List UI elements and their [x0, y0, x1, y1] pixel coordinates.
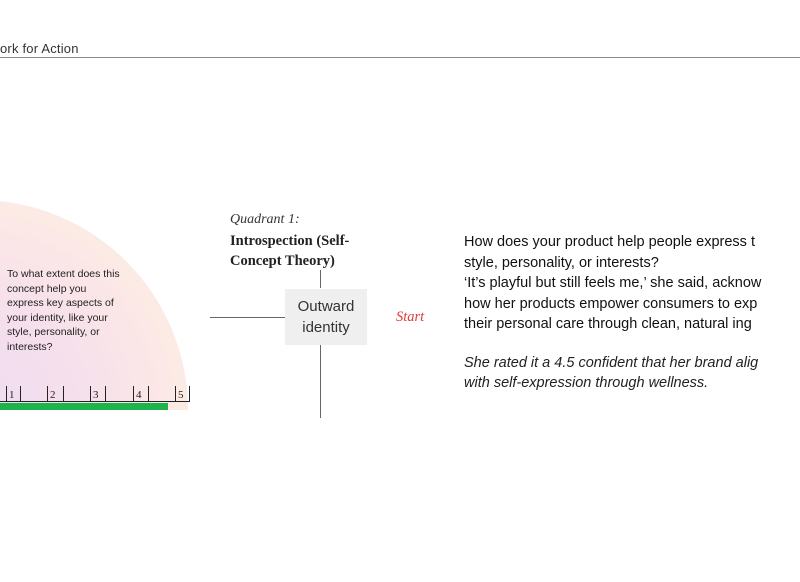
header-divider — [0, 57, 800, 58]
scale-tick — [189, 386, 190, 402]
rating-line: with self-expression through wellness. — [464, 375, 709, 391]
scale-tick — [90, 386, 91, 402]
scale-tick — [63, 386, 64, 402]
question-line: style, personality, or interests? — [464, 254, 659, 271]
rating-line: She rated it a 4.5 confident that her brand alig — [464, 354, 759, 371]
rating-fill-bar — [0, 403, 168, 410]
scale-tick — [6, 386, 7, 402]
quote-line: their personal care through clean, natural ing — [464, 316, 752, 332]
scale-label-5: 5 — [178, 389, 184, 401]
question-line: How does your product help people express t — [464, 234, 755, 250]
scale-tick — [105, 386, 106, 402]
scale-tick — [133, 386, 134, 402]
scale-label-1: 1 — [9, 389, 15, 401]
scale-label-2: 2 — [50, 389, 56, 401]
quote-line: ‘It’s playful but still feels me,’ she said, acknow — [464, 275, 762, 291]
scale-tick — [175, 386, 176, 402]
header-title: ork for Action — [0, 41, 79, 56]
scale-tick — [20, 386, 21, 402]
axis-horizontal-left — [210, 317, 285, 318]
scale-tick — [148, 386, 149, 402]
axis-vertical-bottom — [320, 345, 321, 418]
scale-label-3: 3 — [93, 389, 99, 401]
outward-identity-box: Outward identity — [285, 289, 367, 345]
scale-baseline — [0, 401, 190, 402]
quadrant-title: Introspection (Self-Concept Theory) — [230, 233, 350, 269]
axis-vertical-top — [320, 270, 321, 288]
scale-tick — [47, 386, 48, 402]
narrative-block — [464, 232, 800, 394]
scale-label-4: 4 — [136, 389, 142, 401]
start-label: Start — [396, 309, 425, 325]
quadrant-label: Quadrant 1: — [230, 212, 300, 227]
identity-question: To what extent does this concept help you express key aspects of your identity, like your style, personality, or interests? — [7, 268, 120, 353]
quote-line: how her products empower consumers to exp — [464, 295, 758, 312]
